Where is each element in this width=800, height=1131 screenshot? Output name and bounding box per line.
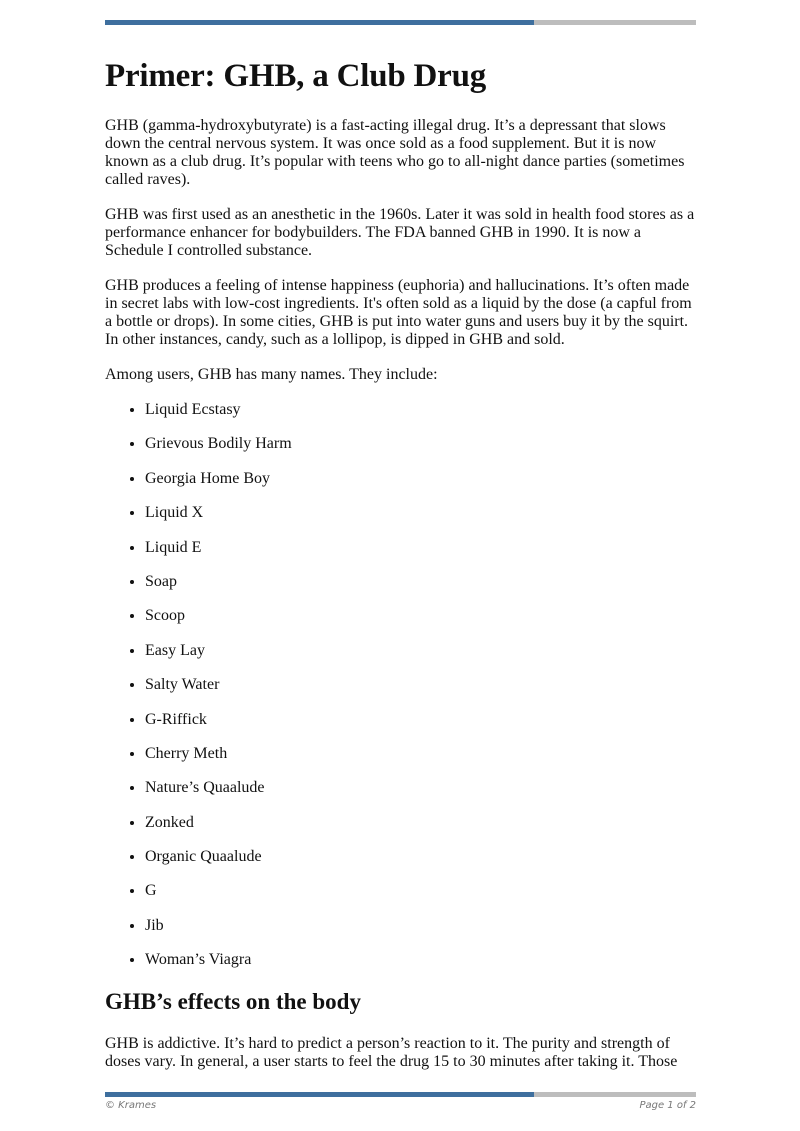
list-item: • Organic Quaalude [145, 848, 696, 866]
bottom-rule-gray [534, 1092, 696, 1097]
copyright: © Krames [105, 1100, 157, 1111]
page-title: Primer: GHB, a Club Drug [105, 58, 487, 94]
list-item: • Nature’s Quaalude [145, 779, 696, 797]
bottom-rule [105, 1092, 696, 1097]
list-item: • Easy Lay [145, 642, 696, 660]
top-rule-gray [534, 20, 696, 25]
top-rule-blue [105, 20, 534, 25]
list-item: • G-Riffick [145, 711, 696, 729]
paragraph-intro: GHB (gamma-hydroxybutyrate) is a fast-acting illegal drug. It’s a depressant that slows down the central nervous system. It was once sold as a food supplement. But it is now known as a club drug. It’s popular with teens who go to all-night dance parties (sometimes called raves). [105, 117, 685, 188]
document-content [105, 54, 696, 1088]
page-number: Page 1 of 2 [639, 1100, 696, 1111]
paragraph-body-effects: GHB is addictive. It’s hard to predict a person’s reaction to it. The purity and strength of doses vary. In general, a user starts to feel the drug 15 to 30 minutes after taking it. Those [105, 1035, 678, 1071]
bottom-rule-blue [105, 1092, 534, 1097]
paragraph-history: GHB was first used as an anesthetic in the 1960s. Later it was sold in health food stores as a performance enhancer for bodybuilders. The FDA banned GHB in 1990. It is now a Schedule I controlled substance. [105, 206, 695, 259]
list-item: • Georgia Home Boy [145, 470, 696, 488]
list-item: • G [145, 882, 696, 900]
street-names-list [105, 401, 696, 969]
list-item: • Salty Water [145, 676, 696, 694]
paragraph-names-intro: Among users, GHB has many names. They include: [105, 366, 438, 383]
top-rule [105, 20, 696, 25]
list-item: • Jib [145, 917, 696, 935]
list-item: • Grievous Bodily Harm [145, 435, 696, 453]
page-footer [105, 1100, 696, 1111]
list-item: • Cherry Meth [145, 745, 696, 763]
list-item: • Liquid E [145, 539, 696, 557]
list-item: • Liquid Ecstasy [145, 401, 696, 419]
list-item: • Zonked [145, 814, 696, 832]
section-heading: GHB’s effects on the body [105, 989, 361, 1015]
list-item: • Woman’s Viagra [145, 951, 696, 969]
list-item: • Liquid X [145, 504, 696, 522]
paragraph-effects: GHB produces a feeling of intense happiness (euphoria) and hallucinations. It’s often made in secret labs with low-cost ingredients. It's often sold as a liquid by the dose (a capful from a bottle or drops). In some cities, GHB is put into water guns and users buy it by the squirt. In other instances, candy, such as a lollipop, is dipped in GHB and sold. [105, 277, 692, 348]
list-item: • Scoop [145, 607, 696, 625]
list-item: • Soap [145, 573, 696, 591]
